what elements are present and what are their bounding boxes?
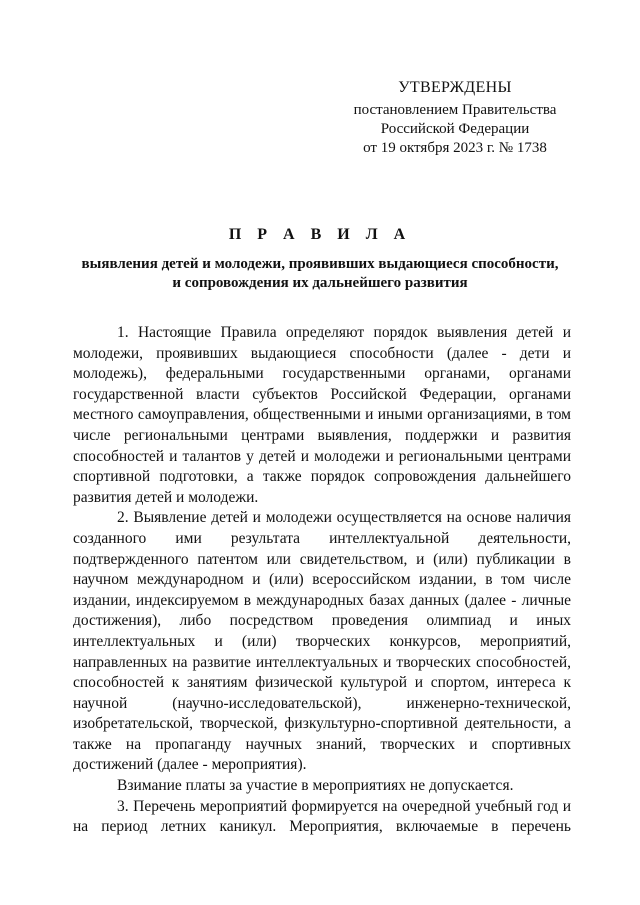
document-body [73, 323, 571, 838]
approval-line-2: Российской Федерации [380, 121, 530, 137]
paragraph-1: 1. Настоящие Правила определяют порядок выявления детей и молодежи, проявивших выдающиеся способности (далее - дети и молодежь), федеральными государственными органами, органами государственной власти субъектов Российской Федерации, органами местного самоуправления, общественными и иными организациями, в том числе региональными центрами выявления, поддержки и развития способностей и талантов у детей и молодежи и региональными центрами спортивной подготовки, а также порядок сопровождения дальнейшего развития детей и молодежи. [73, 324, 571, 506]
approval-line-3: от 19 октября 2023 г. № 1738 [363, 140, 547, 156]
document-title: П Р А В И Л А [228, 226, 412, 243]
paragraph-2: 2. Выявление детей и молодежи осуществляется на основе наличия созданного ими результата интеллектуальной деятельности, подтвержденного патентом или свидетельством, и (или) публикации в научном международном и (или) всероссийском издании, в том числе издании, индексируемом в международных базах данных (далее - личные достижения), либо посредством проведения олимпиад и иных интеллектуальных и (или) творческих конкурсов, мероприятий, направленных на развитие интеллектуальных и творческих способностей, способностей к занятиям физической культурой и спортом, интереса к научной (научно-исследовательской), инженерно-технической, изобретательской, творческой, физкультурно-спортивной деятельности, а также на пропаганду научных знаний, творческих и спортивных достижений (далее - мероприятия). [73, 509, 571, 774]
document-title-block [60, 225, 580, 293]
paragraph-3: Взимание платы за участие в мероприятиях не допускается. [117, 777, 514, 795]
approval-line-1: постановлением Правительства [353, 102, 557, 118]
paragraph-4: 3. Перечень мероприятий формируется на очередной учебный год и на период летних каникул. Мероприятия, включаемые в перечень [73, 797, 571, 836]
approved-heading: УТВЕРЖДЕНЫ [398, 79, 512, 96]
approval-stamp-block [330, 78, 580, 158]
document-subtitle-line-2: и сопровождения их дальнейшего развития [172, 275, 468, 291]
document-subtitle-line-1: выявления детей и молодежи, проявивших выдающиеся способности, [81, 256, 559, 272]
